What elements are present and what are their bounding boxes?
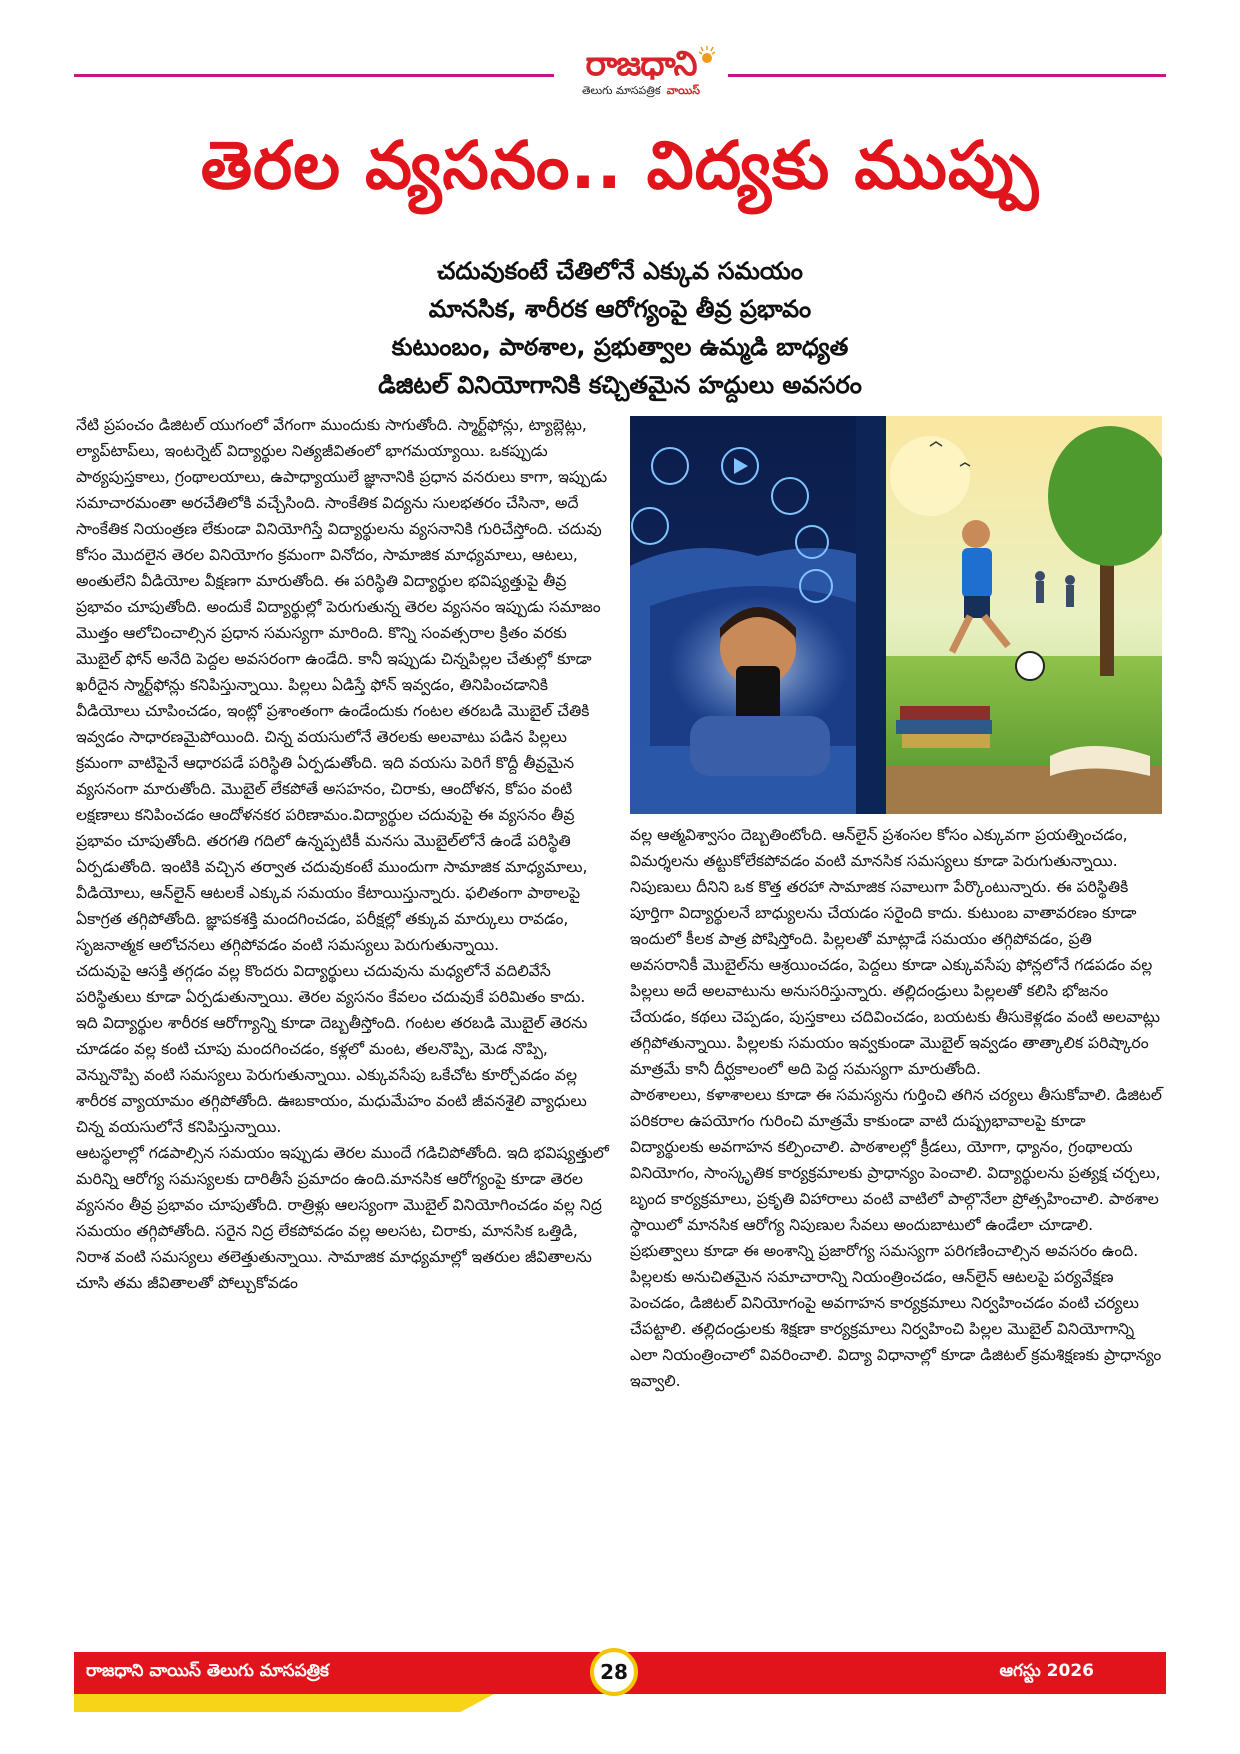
sun [890, 436, 970, 516]
book [900, 706, 990, 720]
paragraph: ఆటస్థలాల్లో గడపాల్సిన సమయం ఇప్పుడు తెరల ముందే గడిచిపోతోంది. ఇది భవిష్యత్తులో మరిన్ని ఆరోగ్య సమస్యలకు దారితీసే ప్రమాదం ఉంది.మానసిక ఆరోగ్యంపై కూడా తెరల వ్యసనం తీవ్ర ప్రభావం చూపుతోంది. రాత్రిళ్లు ఆలస్యంగా మొబైల్ వినియోగించడం వల్ల నిద్ర సమయం తగ్గిపోతోంది. సరైన నిద్ర లేకపోవడం వల్ల అలసట, చిరాకు, మానసిక ఒత్తిడి, నిరాశ వంటి సమస్యలు తలెత్తుతున్నాయి. సామాజిక మాధ్యమాల్లో ఇతరుల జీవితాలను చూసి తమ జీవితాలతో పోల్చుకోవడం [76, 1144, 609, 1292]
paragraph: నేటి ప్రపంచం డిజిటల్ యుగంలో వేగంగా ముందుకు సాగుతోంది. స్మార్ట్‌ఫోన్లు, ట్యాబ్లెట్లు, ల్యాప్‌టాప్‌లు, ఇంటర్నెట్ విద్యార్థుల నిత్యజీవితంలో భాగమయ్యాయి. ఒకప్పుడు పాఠ్యపుస్తకాలు, గ్రంథాలయాలు, ఉపాధ్యాయులే జ్ఞానానికి ప్రధాన వనరులు కాగా, ఇప్పుడు సమాచారమంతా అరచేతిలోకి వచ్చేసింది. సాంకేతిక విద్యను సులభతరం చేసినా, అదే సాంకేతిక నియంత్రణ లేకుండా వినియోగిస్తే విద్యార్థులను వ్యసనానికి గురిచేస్తోంది. చదువు కోసం మొదలైన తెరల వినియోగం క్రమంగా వినోదం, సామాజిక మాధ్యమాలు, ఆటలు, అంతులేని వీడియోల వీక్షణగా మారుతోంది. ఈ పరిస్థితి విద్యార్థుల భవిష్యత్తుపై తీవ్ర ప్రభావం చూపుతోంది. అందుకే విద్యార్థుల్లో పెరుగుతున్న తెరల వ్యసనం ఇప్పుడు సమాజం మొత్తం ఆలోచించాల్సిన ప్రధాన సమస్యగా మారింది. కొన్ని సంవత్సరాల క్రితం వరకు మొబైల్ ఫోన్ అనేది పెద్దల అవసరంగా ఉండేది. కానీ ఇప్పుడు చిన్నపిల్లల చేతుల్లో కూడా ఖరీదైన స్మార్ట్‌ఫోన్లు కనిపిస్తున్నాయి. పిల్లలు ఏడిస్తే ఫోన్ ఇవ్వడం, తినిపించడానికి వీడియోలు చూపించడం, ఇంట్లో ప్రశాంతంగా ఉండేందుకు గంటల తరబడి మొబైల్ చేతికి ఇవ్వడం సాధారణమైపోయింది. చిన్న వయసులోనే తెరలకు అలవాటు పడిన పిల్లలు క్రమంగా వాటిపైనే ఆధారపడే పరిస్థితి ఏర్పడుతోంది. ఇది వయసు పెరిగే కొద్దీ తీవ్రమైన వ్యసనంగా మారుతోంది. మొబైల్ లేకపోతే అసహనం, చిరాకు, ఆందోళన, కోపం వంటి లక్షణాలు కనిపించడం ఆందోళనకర పరిణామం.విద్యార్థుల చదువుపై ఈ వ్యసనం తీవ్ర ప్రభావం చూపుతోంది. తరగతి గదిలో ఉన్నప్పటికీ మనసు మొబైల్‌లోనే ఉండే పరిస్థితి ఏర్పడుతోంది. ఇంటికి వచ్చిన తర్వాత చదువుకంటే ముందుగా సామాజిక మాధ్యమాలు, వీడియోలు, ఆన్‌లైన్ ఆటలకే ఎక్కువ సమయం కేటాయిస్తున్నారు. ఫలితంగా పాఠాలపై ఏకాగ్రత తగ్గిపోతోంది. జ్ఞాపకశక్తి మందగించడం, పరీక్షల్లో తక్కువ మార్కులు రావడం, సృజనాత్మక ఆలోచనలు తగ్గిపోవడం వంటి సమస్యలు పెరుగుతున్నాయి. [76, 416, 608, 954]
running-boy-shirt [962, 548, 992, 598]
footer-publication: రాజధాని వాయిస్ తెలుగు మాసపత్రిక [86, 1661, 329, 1681]
table-surface [886, 766, 1162, 814]
publication-logo [556, 44, 726, 106]
divider-shadow [856, 416, 886, 814]
illustration-svg [630, 416, 1162, 814]
soccer-ball [1016, 652, 1044, 680]
paragraph: వల్ల ఆత్మవిశ్వాసం దెబ్బతింటోంది. ఆన్‌లైన్ ప్రశంసల కోసం ఎక్కువగా ప్రయత్నించడం, విమర్శలను తట్టుకోలేకపోవడం వంటి మానసిక సమస్యలు కూడా పెరుగుతున్నాయి. నిపుణులు దీనిని ఒక కొత్త తరహా సామాజిక సవాలుగా పేర్కొంటున్నారు. ఈ పరిస్థితికి పూర్తిగా విద్యార్థులనే బాధ్యులను చేయడం సరైంది కాదు. కుటుంబ వాతావరణం కూడా ఇందులో కీలక పాత్ర పోషిస్తోంది. పిల్లలతో మాట్లాడే సమయం తగ్గిపోవడం, ప్రతి అవసరానికీ మొబైల్‌ను ఆశ్రయించడం, పెద్దలు కూడా ఎక్కువసేపు ఫోన్లలోనే గడపడం వల్ల పిల్లలు అదే అలవాటును అనుసరిస్తున్నారు. తల్లిదండ్రులు పిల్లలతో కలిసి భోజనం చేయడం, కథలు చెప్పడం, పుస్తకాలు చదివించడం, బయటకు తీసుకెళ్లడం వంటి అలవాట్లు తగ్గిపోతున్నాయి. పిల్లలకు సమయం ఇవ్వకుండా మొబైల్ ఇవ్వడం తాత్కాలిక పరిష్కారం మాత్రమే కానీ దీర్ఘకాలంలో అది పెద్ద సమస్యగా మారుతోంది. [630, 826, 1161, 1078]
logo-wordmark: రాజధాని [585, 44, 697, 84]
subhead-4: డిజిటల్ వినియోగానికి కచ్చితమైన హద్దులు అవసరం [378, 371, 862, 399]
paragraph: చదువుపై ఆసక్తి తగ్గడం వల్ల కొందరు విద్యార్థులు చదువును మధ్యలోనే వదిలివేసే పరిస్థితులు కూడా ఏర్పడుతున్నాయి. తెరల వ్యసనం కేవలం చదువుకే పరిమితం కాదు. ఇది విద్యార్థుల శారీరక ఆరోగ్యాన్ని కూడా దెబ్బతీస్తోంది. గంటల తరబడి మొబైల్ తెరను చూడడం వల్ల కంటి చూపు మందగించడం, కళ్లలో మంట, తలనొప్పి, మెడ నొప్పి, వెన్నునొప్పి వంటి సమస్యలు పెరుగుతున్నాయి. ఎక్కువసేపు ఒకేచోట కూర్చోవడం వల్ల శారీరక వ్యాయామం తగ్గిపోతోంది. ఊబకాయం, మధుమేహం వంటి జీవనశైలి వ్యాధులు చిన్న వయసులోనే కనిపిస్తున్నాయి. [76, 962, 588, 1136]
subhead-1: చదువుకంటే చేతిలోనే ఎక్కువ సమయం [437, 257, 803, 285]
page-number: 28 [590, 1648, 638, 1696]
footer-issue-date: ఆగస్టు 2026 [999, 1661, 1094, 1681]
article-column-right [630, 822, 1164, 1394]
running-boy-head [962, 520, 990, 548]
article-illustration [630, 416, 1162, 814]
paragraph: పాఠశాలలు, కళాశాలలు కూడా ఈ సమస్యను గుర్తించి తగిన చర్యలు తీసుకోవాలి. డిజిటల్ పరికరాల ఉపయోగం గురించి మాత్రమే కాకుండా వాటి దుష్ప్రభావాలపై కూడా విద్యార్థులకు అవగాహన కల్పించాలి. పాఠశాలల్లో క్రీడలు, యోగా, ధ్యానం, గ్రంథాలయ వినియోగం, సాంస్కృతిక కార్యక్రమాలకు ప్రాధాన్యం పెంచాలి. విద్యార్థులను ప్రత్యక్ష చర్చలు, బృంద కార్యక్రమాలు, ప్రకృతి విహారాలు వంటి వాటిలో పాల్గొనేలా ప్రోత్సహించాలి. పాఠశాల స్థాయిలో మానసిక ఆరోగ్య నిపుణుల సేవలు అందుబాటులో ఉండేలా చూడాలి. ప్రభుత్వాలు కూడా ఈ అంశాన్ని ప్రజారోగ్య సమస్యగా పరిగణించాల్సిన అవసరం ఉంది. పిల్లలకు అనుచితమైన సమాచారాన్ని నియంత్రించడం, ఆన్‌లైన్ ఆటలపై పర్యవేక్షణ పెంచడం, డిజిటల్ వినియోగంపై అవగాహన కార్యక్రమాలు నిర్వహించడం వంటి చర్యలు చేపట్టాలి. తల్లిదండ్రులకు శిక్షణా కార్యక్రమాలు నిర్వహించి పిల్లల మొబైల్ వినియోగాన్ని ఎలా నియంత్రించాలో వివరించాలి. విద్యా విధానాల్లో కూడా డిజిటల్ క్రమశిక్షణకు ప్రాధాన్యం ఇవ్వాలి. [630, 1086, 1162, 1390]
subhead-2: మానసిక, శారీరక ఆరోగ్యంపై తీవ్ర ప్రభావం [428, 295, 812, 323]
masthead-rule-right [728, 74, 1166, 77]
logo-tagline: తెలుగు మాసపత్రిక [582, 84, 661, 97]
logo-voice: వాయిస్ [666, 84, 700, 97]
boy-arms [690, 716, 830, 776]
book [902, 734, 990, 748]
article-headline: తెరల వ్యసనం.. విద్యకు ముప్పు [200, 127, 1040, 204]
article-column-left [76, 412, 610, 1296]
sun-icon [696, 44, 718, 66]
subhead-3: కుటుంబం, పాఠశాల, ప్రభుత్వాల ఉమ్మడి బాధ్యత [391, 333, 849, 361]
masthead-rule-left [74, 74, 554, 77]
footer-accent-bar [74, 1694, 494, 1712]
book [896, 720, 992, 734]
subheads [220, 252, 1020, 404]
